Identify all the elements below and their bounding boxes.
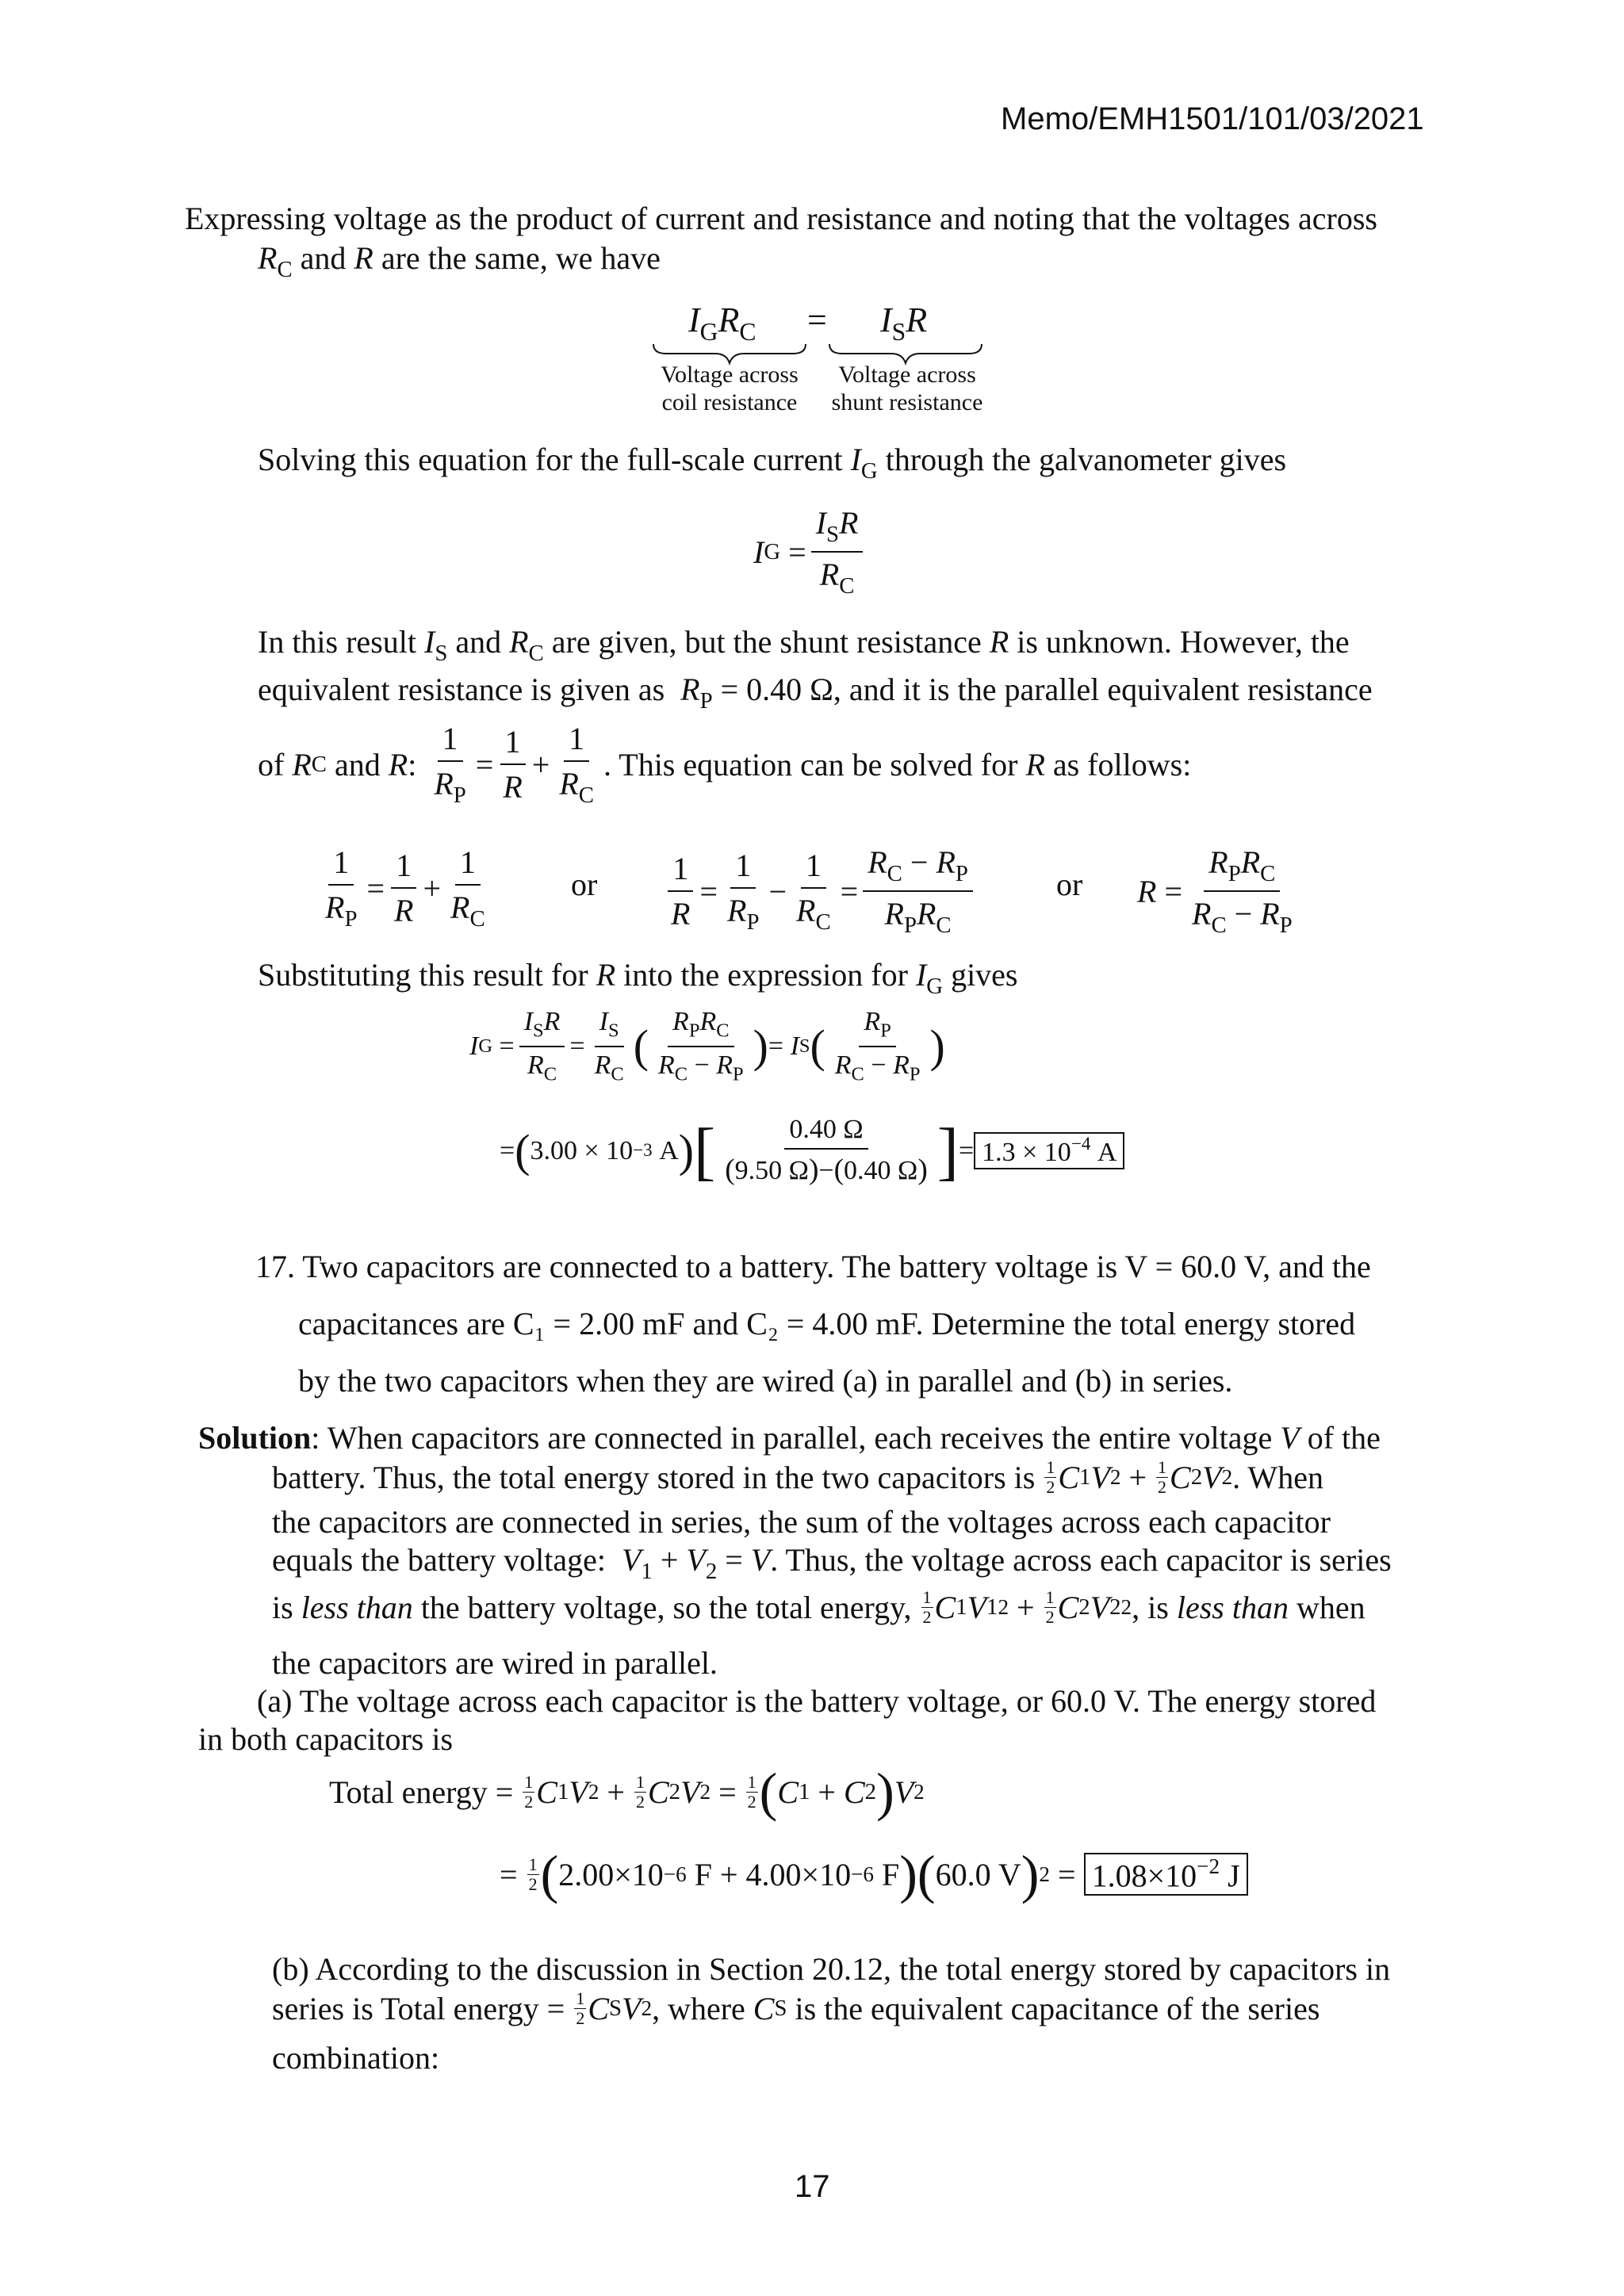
- solution-line-2: battery. Thus, the total energy stored in the two capacitors is 1 2 C 1 V 2 + 1 2 C 2 V 2 . When: [272, 1457, 1323, 1497]
- ig-answer-box: $1.3 \times 10^{-4}$ A: [974, 1132, 1124, 1169]
- coil-resistance-label: Voltage across coil resistance: [661, 362, 799, 415]
- shunt-voltage-term: $I_SR$: [880, 300, 928, 346]
- problem-17-line-2: capacitances are C₁ = 2.00 mF and C₂ = 4.00 mF. Determine the total energy stored: [298, 1306, 1356, 1341]
- part-b-line-1: (b) According to the discussion in Section 20.12, the total energy stored by capacitors in: [272, 1951, 1391, 1987]
- problem-17-line-1: 17. Two capacitors are connected to a battery. The battery voltage is V = 60.0 V, and the: [255, 1249, 1371, 1284]
- part-b-line-2: series is Total energy = $\frac{1}{2}$ C S V 2 , where C S is the equivalent capacitance of the series: [272, 1988, 1320, 2028]
- result-line-3: of R C and R : $\frac{1}{R_P}$ = $\frac{1}{R}$ + $\frac{1}{R_C}$ . This equation can be solved for R as follows:: [258, 721, 1192, 809]
- problem-17-line-3: by the two capacitors when they are wired (a) in parallel and (b) in series.: [298, 1363, 1233, 1399]
- total-energy-numeric: = 1 2 ( 2.00×10 −6 F + 4.00×10 −6 F )( 60.0 V ) 2 = $1.08\times 10^{-2}$ J: [500, 1847, 1248, 1901]
- intro-line-2: $R_C$ and R are the same, we have: [258, 240, 661, 283]
- or-word-1: or: [571, 867, 598, 902]
- solution-label: Solution: [198, 1420, 312, 1456]
- result-line-2: equivalent resistance is given as $R_P = 0.40$ Ω, and it is the parallel equivalent resistance: [258, 672, 1373, 714]
- solution-line-5: is less than the battery voltage, so the total energy, 1 2 C 1 V 1 2 + 1 2 C 2 V 2 2 , is less than when: [272, 1587, 1365, 1627]
- ig-substituted-equation: I G = $\frac{I_SR}{R_C}$ = $\frac{I_S}{R_C}$ ( $\frac{R_PR_C}{R_C - R_P}$ ) = I S ( $\frac{R_P}{R_C - R_P}$ ): [469, 1007, 945, 1085]
- part-b-line-3: combination:: [272, 2040, 440, 2076]
- ig-equation: I G = $\frac{I_SR}{R_C}$: [753, 504, 868, 599]
- result-line-1: In this result $I_S$ and $R_C$ are given, but the shunt resistance R is unknown. However, the: [258, 624, 1350, 667]
- solving-sentence: Solving this equation for the full-scale current $I_G$ through the galvanometer gives: [258, 442, 1287, 484]
- ig-numeric-equation: = ( 3.00 × 10 −3 A ) [ $\frac{0.40 \Omega}{(9.50 \Omega)-(0.40 \Omega)}$ ] = $1.3 \times 10^{-4}$ A: [500, 1115, 1124, 1187]
- equals-sign: =: [807, 300, 827, 339]
- substituting-sentence: Substituting this result for R into the expression for $I_G$ gives: [258, 957, 1018, 1000]
- total-energy-formula: Total energy = 1 2 C 1 V 2 + 1 2 C 2 V 2 = 1 2 ( C 1 + C 2 ) V 2: [329, 1762, 925, 1822]
- brace-equation: [650, 300, 999, 419]
- page-number: 17: [795, 2169, 830, 2204]
- shunt-resistance-label: Voltage across shunt resistance: [831, 362, 983, 415]
- document-reference: Memo/EMH1501/101/03/2021: [1001, 101, 1424, 136]
- r-solution-equation: R = $\frac{R_PR_C}{R_C - R_P}$: [1137, 844, 1293, 939]
- intro-line-1: Expressing voltage as the product of current and resistance and noting that the voltages across: [185, 201, 1377, 236]
- part-a-line-1: (a) The voltage across each capacitor is the battery voltage, or 60.0 V. The energy stored: [257, 1683, 1377, 1719]
- part-a-line-2: in both capacitors is: [198, 1721, 454, 1757]
- energy-answer-box: $1.08\times 10^{-2}$ J: [1084, 1853, 1248, 1896]
- solution-line-3: the capacitors are connected in series, the sum of the voltages across each capacitor: [272, 1504, 1331, 1540]
- solution-line-4: equals the battery voltage: $V_1 + V_2 = V$. Thus, the voltage across each capacitor is series: [272, 1542, 1392, 1585]
- reciprocal-r-equation: $\frac{1}{R}$ = $\frac{1}{R_P}$ − $\frac{1}{R_C}$ = $\frac{R_C - R_P}{R_PR_C}$: [661, 844, 978, 939]
- parallel-form-equation: $\frac{1}{R_P}$ = $\frac{1}{R}$ + $\frac{1}{R_C}$: [325, 844, 485, 932]
- or-word-2: or: [1056, 867, 1083, 902]
- coil-voltage-term: $I_GR_C$: [688, 300, 756, 346]
- solution-line-1: Solution: When capacitors are connected in parallel, each receives the entire voltage V of the: [198, 1420, 1381, 1456]
- solution-line-6: the capacitors are wired in parallel.: [272, 1645, 718, 1681]
